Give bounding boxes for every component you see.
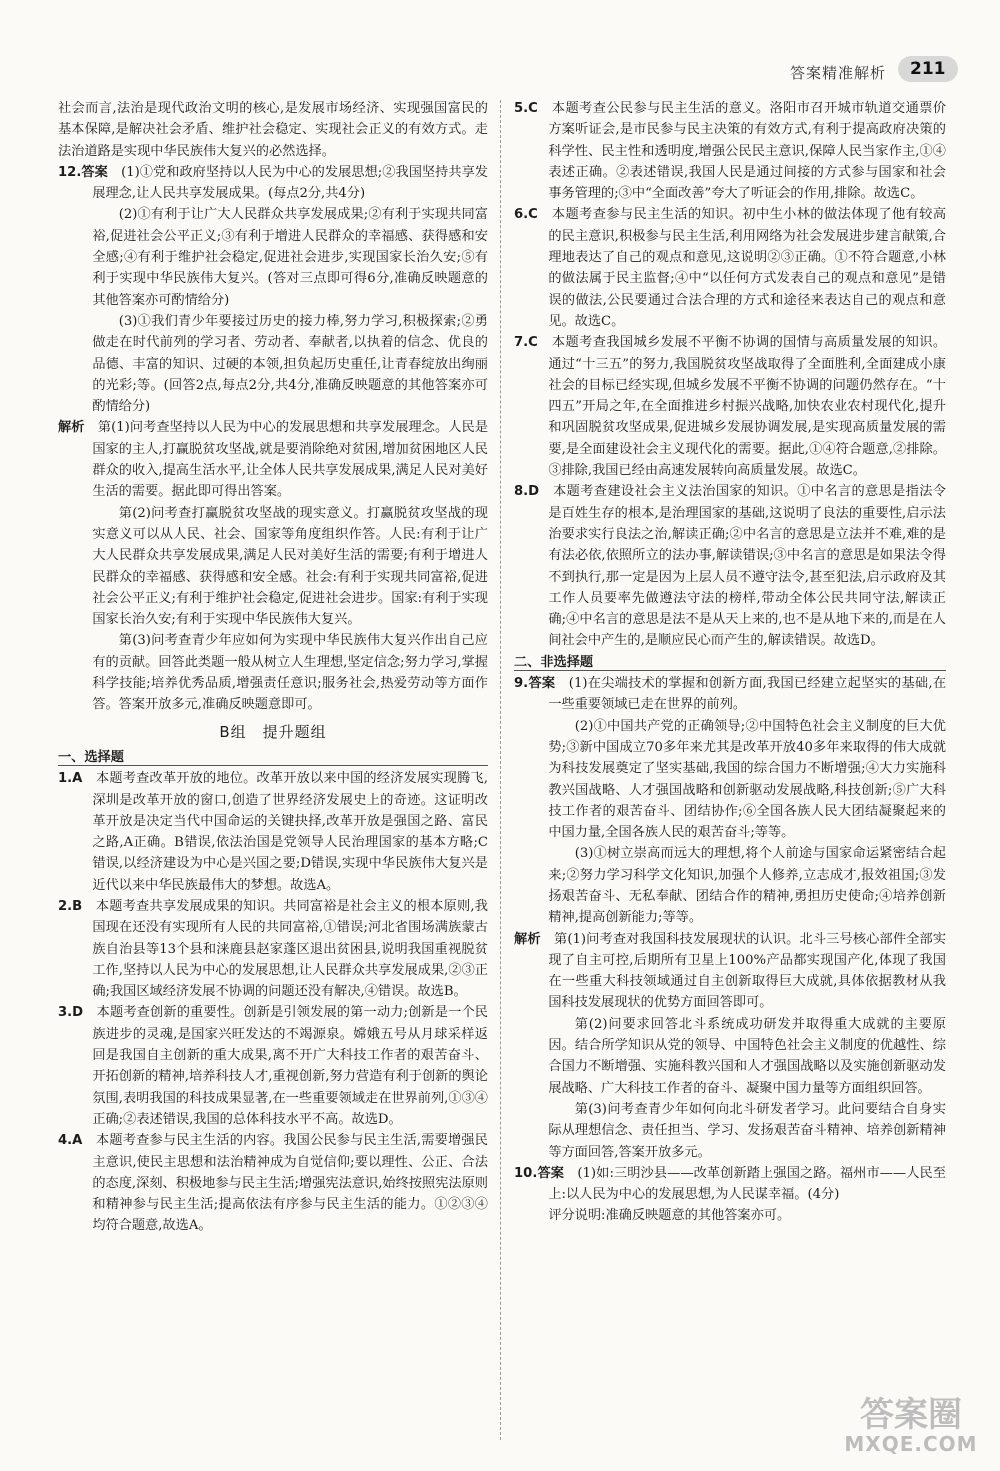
- watermark-logo: [836, 1395, 986, 1468]
- explanation-text: 本题考查我国城乡发展不平衡不协调的国情与高质量发展的知识。通过“十三五”的努力,我国脱贫攻坚战取得了全面胜利,全面建成小康社会的目标已经实现,但城乡发展不平衡不协调的问题仍然存在。“十四五”开局之年,在全面推进乡村振兴战略,加快农业农村现代化,提升和巩固脱贫攻坚成果,促进城乡发展协调发展,是实现高质量发展的需要,是全面建设社会主义现代化的需要。据此,①④符合题意,②排除。③排除,我国已经由高速发展转向高质量发展。故选C。: [548, 335, 947, 479]
- answer-text: (1)①党和政府坚持以人民为中心的发展思想;②我国坚持共享发展理念,让人民共享发展成果。(每点2分,共4分): [92, 164, 488, 202]
- analysis-12: [58, 417, 488, 502]
- watermark-url: MXQE.COM: [844, 1432, 978, 1456]
- choice-answer-3: [58, 1002, 488, 1130]
- watermark-text: 答案圈: [860, 1395, 962, 1435]
- paragraph: 社会而言,法治是现代政治文明的核心,是发展市场经济、实现强国富民的基本保障,是解决社会矛盾、维护社会稳定、实现社会正义的有效方式。走法治道路是实现中华民族伟大复兴的必然选择。: [58, 101, 488, 159]
- question-label: 10.答案: [514, 1165, 565, 1181]
- question-label: 9.答案: [514, 676, 556, 692]
- left-column: [58, 98, 488, 1237]
- right-column: [514, 98, 946, 1227]
- answer-text: (3)①树立崇高而远大的理想,将个人前途与国家命运紧密结合起来;②努力学习科学文化知识,加强个人修养,立志成才,报效祖国;③发扬艰苦奋斗、无私奉献、团结合作的精神,勇担历史使命;④培养创新精神,提高创新能力;等等。: [548, 846, 946, 926]
- analysis-text: 第(1)问考查坚持以人民为中心的发展思想和共享发展理念。人民是国家的主人,打赢脱贫攻坚战,就是要消除绝对贫困,增加贫困地区人民群众的收入,提高生活水平,让全体人民共享发展成果,满足人民对美好生活的需要。据此即可得出答案。: [92, 420, 489, 500]
- explanation-text: 本题考查公民参与民主生活的意义。洛阳市召开城市轨道交通票价方案听证会,是市民参与民主决策的有效方式,有利于提高政府决策的科学性、民主性和透明度,增强公民民主意识,保障人民当家作主,①④表述正确。②表述错误,我国人民是通过间接的方式参与国家和社会事务管理的;③中“全面改善”夸大了听证会的作用,排除。故选C。: [548, 101, 947, 202]
- analysis-text: 第(3)问考查青少年应如何为实现中华民族伟大复兴作出自己应有的贡献。回答此类题一般从树立人生理想,坚定信念;努力学习,掌握科学技能;培养优秀品质,增强责任意识;服务社会,热爱劳动等方面作答。答案开放多元,准确反映题意即可。: [92, 633, 488, 713]
- explanation-text: 本题考查创新的重要性。创新是引领发展的第一动力;创新是一个民族进步的灵魂,是国家兴旺发达的不竭源泉。嫦娥五号从月球采样返回是我国自主创新的重大成果,离不开广大科技工作者的艰苦奋斗、开拓创新的精神,培养科技人才,重视创新,努力营造有利于创新的舆论氛围,表明我国的科技成果显著,在一些重要领域走在世界前列,①③④正确;②表述错误,我国的总体科技水平不高。故选D。: [92, 1005, 488, 1127]
- page-number-badge: 211: [898, 56, 958, 82]
- question-label: 5.C: [514, 101, 538, 116]
- page-header-title: 答案精准解析: [790, 64, 887, 82]
- answer-text: (1)在尖端技术的掌握和创新方面,我国已经建立起坚实的基础,在一些重要领域已走在世界的前列。: [548, 676, 947, 713]
- answer-text: (1)如:三明沙县——改革创新踏上强国之路。福州市——人民至上:以人民为中心的发展思想,为人民谋幸福。(4分): [548, 1165, 946, 1203]
- question-label: 12.答案: [58, 164, 108, 180]
- analysis-text: 第(2)问考查打赢脱贫攻坚战的现实意义。打赢脱贫攻坚战的现实意义可以从人民、社会、国家等角度组织作答。人民:有利于让广大人民群众共享发展成果,满足人民对美好生活的需要;有利于增进人民群众的幸福感、获得感和安全感。社会:有利于实现共同富裕,促进社会公平正义;有利于维护社会稳定,促进社会进步。国家:有利于实现国家长治久安;有利于实现中华民族伟大复兴。: [92, 505, 488, 628]
- analysis-text: 第(3)问考查青少年如何向北斗研发者学习。此问要结合自身实际从理想信念、责任担当、学习、发扬艰苦奋斗精神、培养创新精神等方面回答,答案开放多元。: [548, 1101, 946, 1160]
- explanation-text: 本题考查参与民主生活的知识。初中生小林的做法体现了他有较高的民主意识,积极参与民主生活,利用网络为社会发展进步建言献策,合理地表达了自己的观点和意见,这说明②③正确。①不符合题意,小林的做法属于民主监督;④中“以任何方式发表自己的观点和意见”是错误的做法,公民要通过合法合理的方式和途径来表达自己的观点和意见。故选C。: [548, 207, 947, 329]
- answer-text: (2)①有利于让广大人民群众共享发展成果;②有利于实现共同富裕,促进社会公平正义;③有利于增进人民群众的幸福感、获得感和安全感;④有利于维护社会稳定,促进社会进步,实现国家长治久安;⑤有利于实现中华民族伟大复兴。(答对三点即可得6分,准确反映题意的其他答案亦可酌情给分): [92, 207, 488, 308]
- question-label: 7.C: [514, 335, 538, 351]
- question-label: 1.A: [58, 771, 83, 787]
- choice-answer-2: [58, 896, 488, 1002]
- analysis-text: 第(1)问考查对我国科技发展现状的认识。北斗三号核心部件全部实现了自主可控,后期所有卫星上100%产品都实现国产化,体现了我国在一些重大科技领域通过自主创新取得巨大成就,具体依据教材从我国科技发展现状的优势方面回答即可。: [548, 931, 947, 1011]
- analysis-9: [514, 929, 946, 1014]
- choice-answer-7: [514, 332, 946, 481]
- explanation-text: 本题考查建设社会主义法治国家的知识。①中名言的意思是指法令是百姓生存的根本,是治理国家的基础,这说明了良法的重要性,启示法治要求实行良法之治,解读正确;②中名言的意思是立法并不难,难的是有法必依,依照所立的法办事,解读错误;③中名言的意思是如果法令得不到执行,那一定是因为上层人员不遵守法令,甚至犯法,启示政府及其工作人员要率先做遵法守法的榜样,带动全体公民共同守法,解读正确;④中名言的意思是法不是从天上来的,也不是从地下来的,而是在人间社会中产生的,是顺应民心而产生的,解读错误。故选D。: [548, 484, 946, 649]
- column-divider: [500, 100, 501, 1440]
- section-heading: 二、非选择题: [514, 652, 946, 673]
- choice-answer-6: [514, 204, 946, 332]
- question-label: 6.C: [514, 207, 538, 223]
- question-label: 3.D: [58, 1005, 84, 1021]
- answer-text: (2)①中国共产党的正确领导;②中国特色社会主义制度的巨大优势;③新中国成立70多年来尤其是改革开放40多年来取得的伟大成就为科技发展奠定了坚实基础,我国的综合国力不断增强;④大力实施科教兴国战略、人才强国战略和创新驱动发展战略,科技创新;⑤广大科技工作者的艰苦奋斗、团结协作;⑥全国各族人民大团结凝聚起来的中国力量,全国各族人民的艰苦奋斗;等等。: [548, 718, 946, 841]
- explanation-text: 本题考查共享发展成果的知识。共同富裕是社会主义的根本原则,我国现在还没有实现所有人民的共同富裕,①错误;河北省围场满族蒙古族自治县等13个县和涞鹿县赵家蓬区退出贫困县,说明我国重视脱贫工作,坚持以人民为中心的发展思想,让人民群众共享发展成果,②③正确;我国区域经济发展不协调的问题还没有解决,④错误。故选B。: [92, 898, 488, 1000]
- choice-answer-5: [514, 98, 946, 204]
- explanation-text: 本题考查改革开放的地位。改革开放以来中国的经济发展实现腾飞,深圳是改革开放的窗口,创造了世界经济发展史上的奇迹。这证明改革开放是决定当代中国命运的关键抉择,改革开放是强国之路、富民之路,A正确。B错误,依法治国是党领导人民治理国家的基本方略;C错误,以经济建设为中心是兴国之要;D错误,实现中华民族伟大复兴是近代以来中华民族最伟大的梦想。故选A。: [92, 771, 488, 893]
- answer-9: [514, 673, 946, 716]
- question-label: 8.D: [514, 484, 540, 500]
- choice-answer-1: [58, 768, 488, 896]
- analysis-label: 解析: [58, 420, 85, 436]
- choice-answer-8: [514, 481, 946, 651]
- section-heading: 一、选择题: [58, 747, 488, 768]
- analysis-label: 解析: [514, 931, 541, 947]
- answer-12: [58, 162, 488, 205]
- choice-answer-4: [58, 1130, 488, 1236]
- question-label: 4.A: [58, 1133, 83, 1149]
- explanation-text: 本题考查参与民主生活的内容。我国公民参与民主生活,需要增强民主意识,使民主思想和法治精神成为自觉信仰;要以理性、公正、合法的态度,深刻、积极地参与民主生活;增强宪法意识,始终按照宪法原则和精神参与民主生活;提高依法有序参与民主生活的能力。①②③④均符合题意,故选A。: [92, 1133, 488, 1234]
- question-label: 2.B: [58, 898, 83, 914]
- analysis-text: 第(2)问要求回答北斗系统成功研发并取得重大成就的主要原因。结合所学知识从党的领导、中国特色社会主义制度的优越性、综合国力不断增强、实施科教兴国和人才强国战略以及实施创新驱动发展战略、广大科技工作者的奋斗、凝聚中国力量等方面组织回答。: [548, 1016, 946, 1096]
- scoring-note: 评分说明:准确反映题意的其他答案亦可。: [548, 1208, 791, 1224]
- answer-text: (3)①我们青少年要接过历史的接力棒,努力学习,积极探索;②勇做走在时代前列的学习者、劳动者、奉献者,以执着的信念、优良的品德、丰富的知识、过硬的本领,担负起历史重任,让青春绽放出绚丽的光彩;等。(回答2点,每点2分,共4分,准确反映题意的其他答案亦可酌情给分): [92, 313, 488, 415]
- answer-10: [514, 1163, 946, 1206]
- group-title: B组 提升题组: [219, 722, 327, 741]
